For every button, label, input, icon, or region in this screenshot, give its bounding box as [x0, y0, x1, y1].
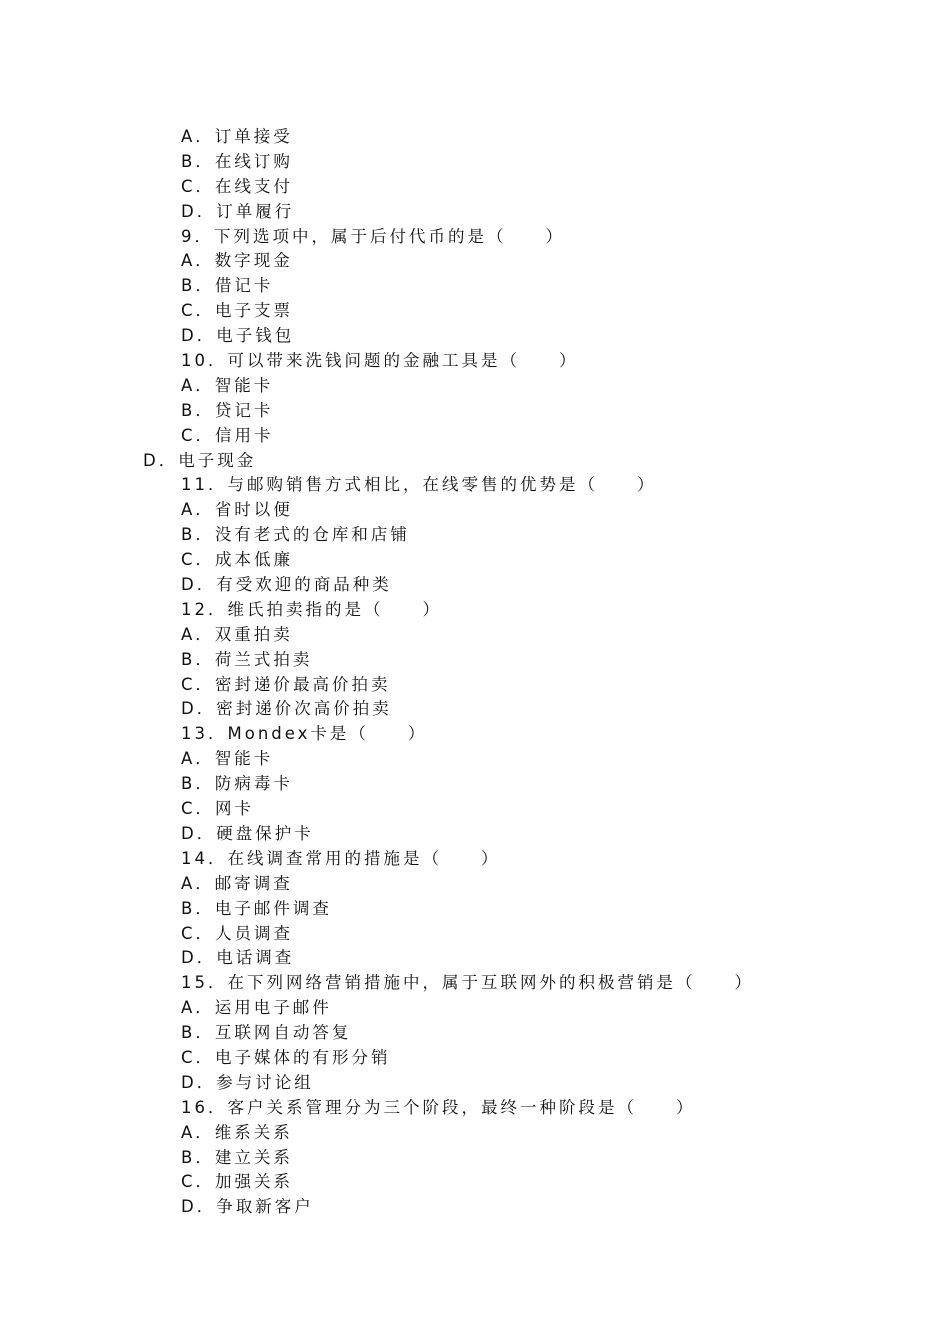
question-stem: 11．与邮购销售方式相比，在线零售的优势是（ ） [181, 475, 657, 495]
question-option: C．密封递价最高价拍卖 [181, 674, 391, 694]
question-option: A．智能卡 [181, 375, 274, 395]
question-option: C．成本低廉 [181, 550, 294, 570]
question-list [0, 125, 950, 1220]
question-option: D．硬盘保护卡 [181, 823, 314, 843]
question-option: A．维系关系 [181, 1122, 293, 1142]
question-option: B．借记卡 [181, 276, 274, 296]
question-option: D．参与讨论组 [181, 1072, 314, 1092]
question-option: D．争取新客户 [181, 1197, 314, 1217]
question-option: A．智能卡 [181, 749, 274, 769]
question-stem: 15．在下列网络营销措施中，属于互联网外的积极营销是（ ） [181, 973, 754, 993]
question-option: A．双重拍卖 [181, 624, 293, 644]
question-option: B．没有老式的仓库和店铺 [181, 525, 410, 545]
question-option: B．荷兰式拍卖 [181, 649, 313, 669]
question-option: A．订单接受 [181, 127, 293, 146]
question-option: D．电子现金 [143, 450, 257, 470]
question-option: C．电子支票 [181, 301, 294, 321]
question-option: D．密封递价次高价拍卖 [181, 699, 392, 719]
question-stem: 14．在线调查常用的措施是（ ） [181, 848, 501, 868]
question-option: B．电子邮件调查 [181, 898, 332, 918]
question-option: C．网卡 [181, 799, 255, 819]
question-option: A．邮寄调查 [181, 873, 293, 893]
question-stem: 13．Mondex卡是（ ） [181, 724, 428, 744]
question-option: C．电子媒体的有形分销 [181, 1047, 391, 1067]
question-option: B．贷记卡 [181, 400, 274, 420]
question-option: D．电子钱包 [181, 326, 295, 346]
question-stem: 16．客户关系管理分为三个阶段，最终一种阶段是（ ） [181, 1097, 696, 1117]
question-option: C．信用卡 [181, 425, 274, 445]
question-option: B．在线订购 [181, 151, 293, 171]
question-option: A．省时以便 [181, 500, 293, 520]
question-option: A．数字现金 [181, 251, 293, 271]
question-option: C．在线支付 [181, 176, 294, 196]
question-stem: 12．维氏拍卖指的是（ ） [181, 599, 442, 619]
question-option: B．互联网自动答复 [181, 1023, 352, 1043]
question-option: D．订单履行 [181, 201, 295, 221]
question-stem: 10．可以带来洗钱问题的金融工具是（ ） [181, 351, 579, 371]
question-option: A．运用电子邮件 [181, 998, 332, 1018]
question-option: C．加强关系 [181, 1172, 294, 1192]
question-option: C．人员调查 [181, 923, 294, 943]
question-option: B．防病毒卡 [181, 774, 293, 794]
question-option: D．电话调查 [181, 948, 295, 968]
question-option: B．建立关系 [181, 1147, 293, 1167]
question-stem: 9．下列选项中，属于后付代币的是（ ） [181, 226, 565, 246]
question-option: D．有受欢迎的商品种类 [181, 575, 392, 595]
